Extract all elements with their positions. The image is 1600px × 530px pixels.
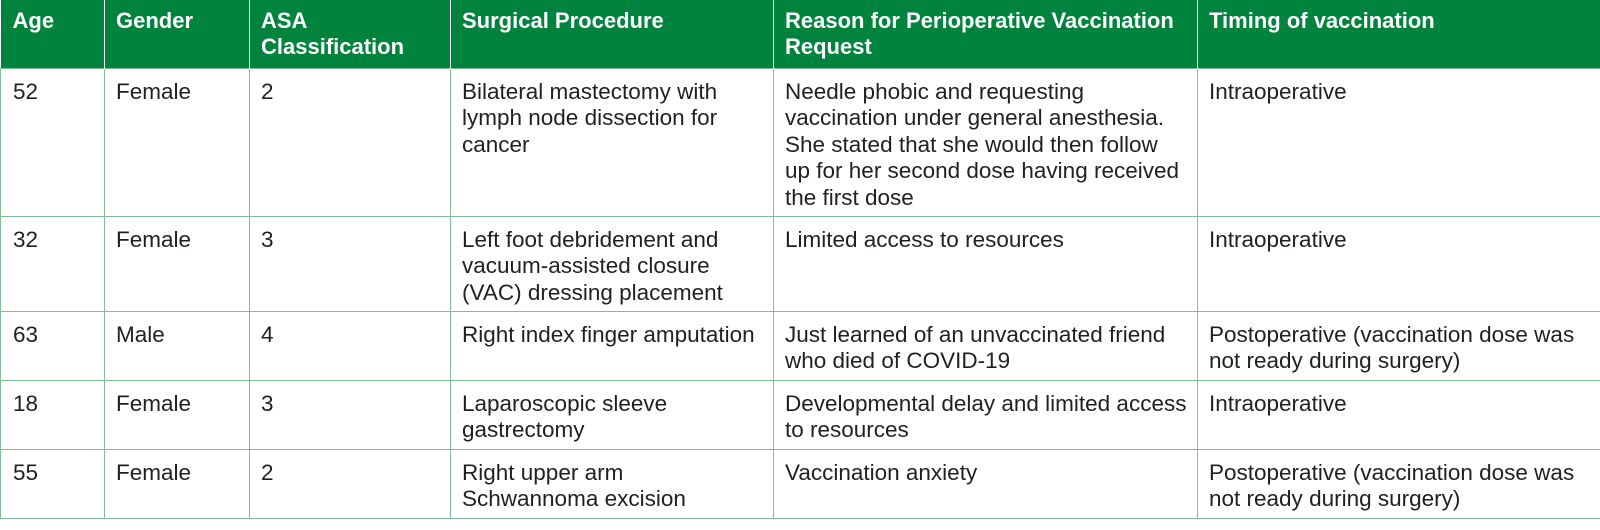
- header-timing: Timing of vaccination: [1198, 0, 1600, 68]
- cell-reason: Developmental delay and limited access to resources: [774, 380, 1198, 449]
- table-row: [1, 380, 1600, 449]
- cell-age: 52: [1, 68, 105, 216]
- header-surgical-procedure: Surgical Procedure: [451, 0, 774, 68]
- table-row: [1, 311, 1600, 380]
- cell-asa: 2: [250, 449, 451, 518]
- cell-procedure: Right upper arm Schwannoma excision: [451, 449, 774, 518]
- cell-age: 18: [1, 380, 105, 449]
- cell-procedure: Laparoscopic sleeve gastrectomy: [451, 380, 774, 449]
- cell-timing: Postoperative (vaccination dose was not ready during surgery): [1198, 449, 1600, 518]
- table-body: [1, 68, 1600, 518]
- header-asa-classification: ASA Classification: [250, 0, 451, 68]
- cell-age: 32: [1, 216, 105, 311]
- cell-reason: Needle phobic and requesting vaccination under general anesthesia. She stated that she would then follow up for her second dose having received the first dose: [774, 68, 1198, 216]
- header-age: Age: [1, 0, 105, 68]
- cell-asa: 3: [250, 380, 451, 449]
- table-row: [1, 68, 1600, 216]
- cell-procedure: Left foot debridement and vacuum-assisted closure (VAC) dressing placement: [451, 216, 774, 311]
- cell-timing: Postoperative (vaccination dose was not ready during surgery): [1198, 311, 1600, 380]
- cell-gender: Female: [105, 449, 250, 518]
- cell-age: 63: [1, 311, 105, 380]
- cell-gender: Female: [105, 68, 250, 216]
- table-header: [1, 0, 1600, 68]
- cell-timing: Intraoperative: [1198, 380, 1600, 449]
- cell-age: 55: [1, 449, 105, 518]
- table-row: [1, 216, 1600, 311]
- header-row: [1, 0, 1600, 68]
- cell-reason: Just learned of an unvaccinated friend who died of COVID-19: [774, 311, 1198, 380]
- cell-asa: 4: [250, 311, 451, 380]
- cell-gender: Male: [105, 311, 250, 380]
- cell-procedure: Bilateral mastectomy with lymph node dissection for cancer: [451, 68, 774, 216]
- cell-gender: Female: [105, 216, 250, 311]
- cell-gender: Female: [105, 380, 250, 449]
- cell-timing: Intraoperative: [1198, 68, 1600, 216]
- header-reason: Reason for Perioperative Vaccination Request: [774, 0, 1198, 68]
- cell-timing: Intraoperative: [1198, 216, 1600, 311]
- table-row: [1, 449, 1600, 518]
- cell-reason: Limited access to resources: [774, 216, 1198, 311]
- cell-asa: 2: [250, 68, 451, 216]
- cell-procedure: Right index finger amputation: [451, 311, 774, 380]
- header-gender: Gender: [105, 0, 250, 68]
- cell-reason: Vaccination anxiety: [774, 449, 1198, 518]
- cell-asa: 3: [250, 216, 451, 311]
